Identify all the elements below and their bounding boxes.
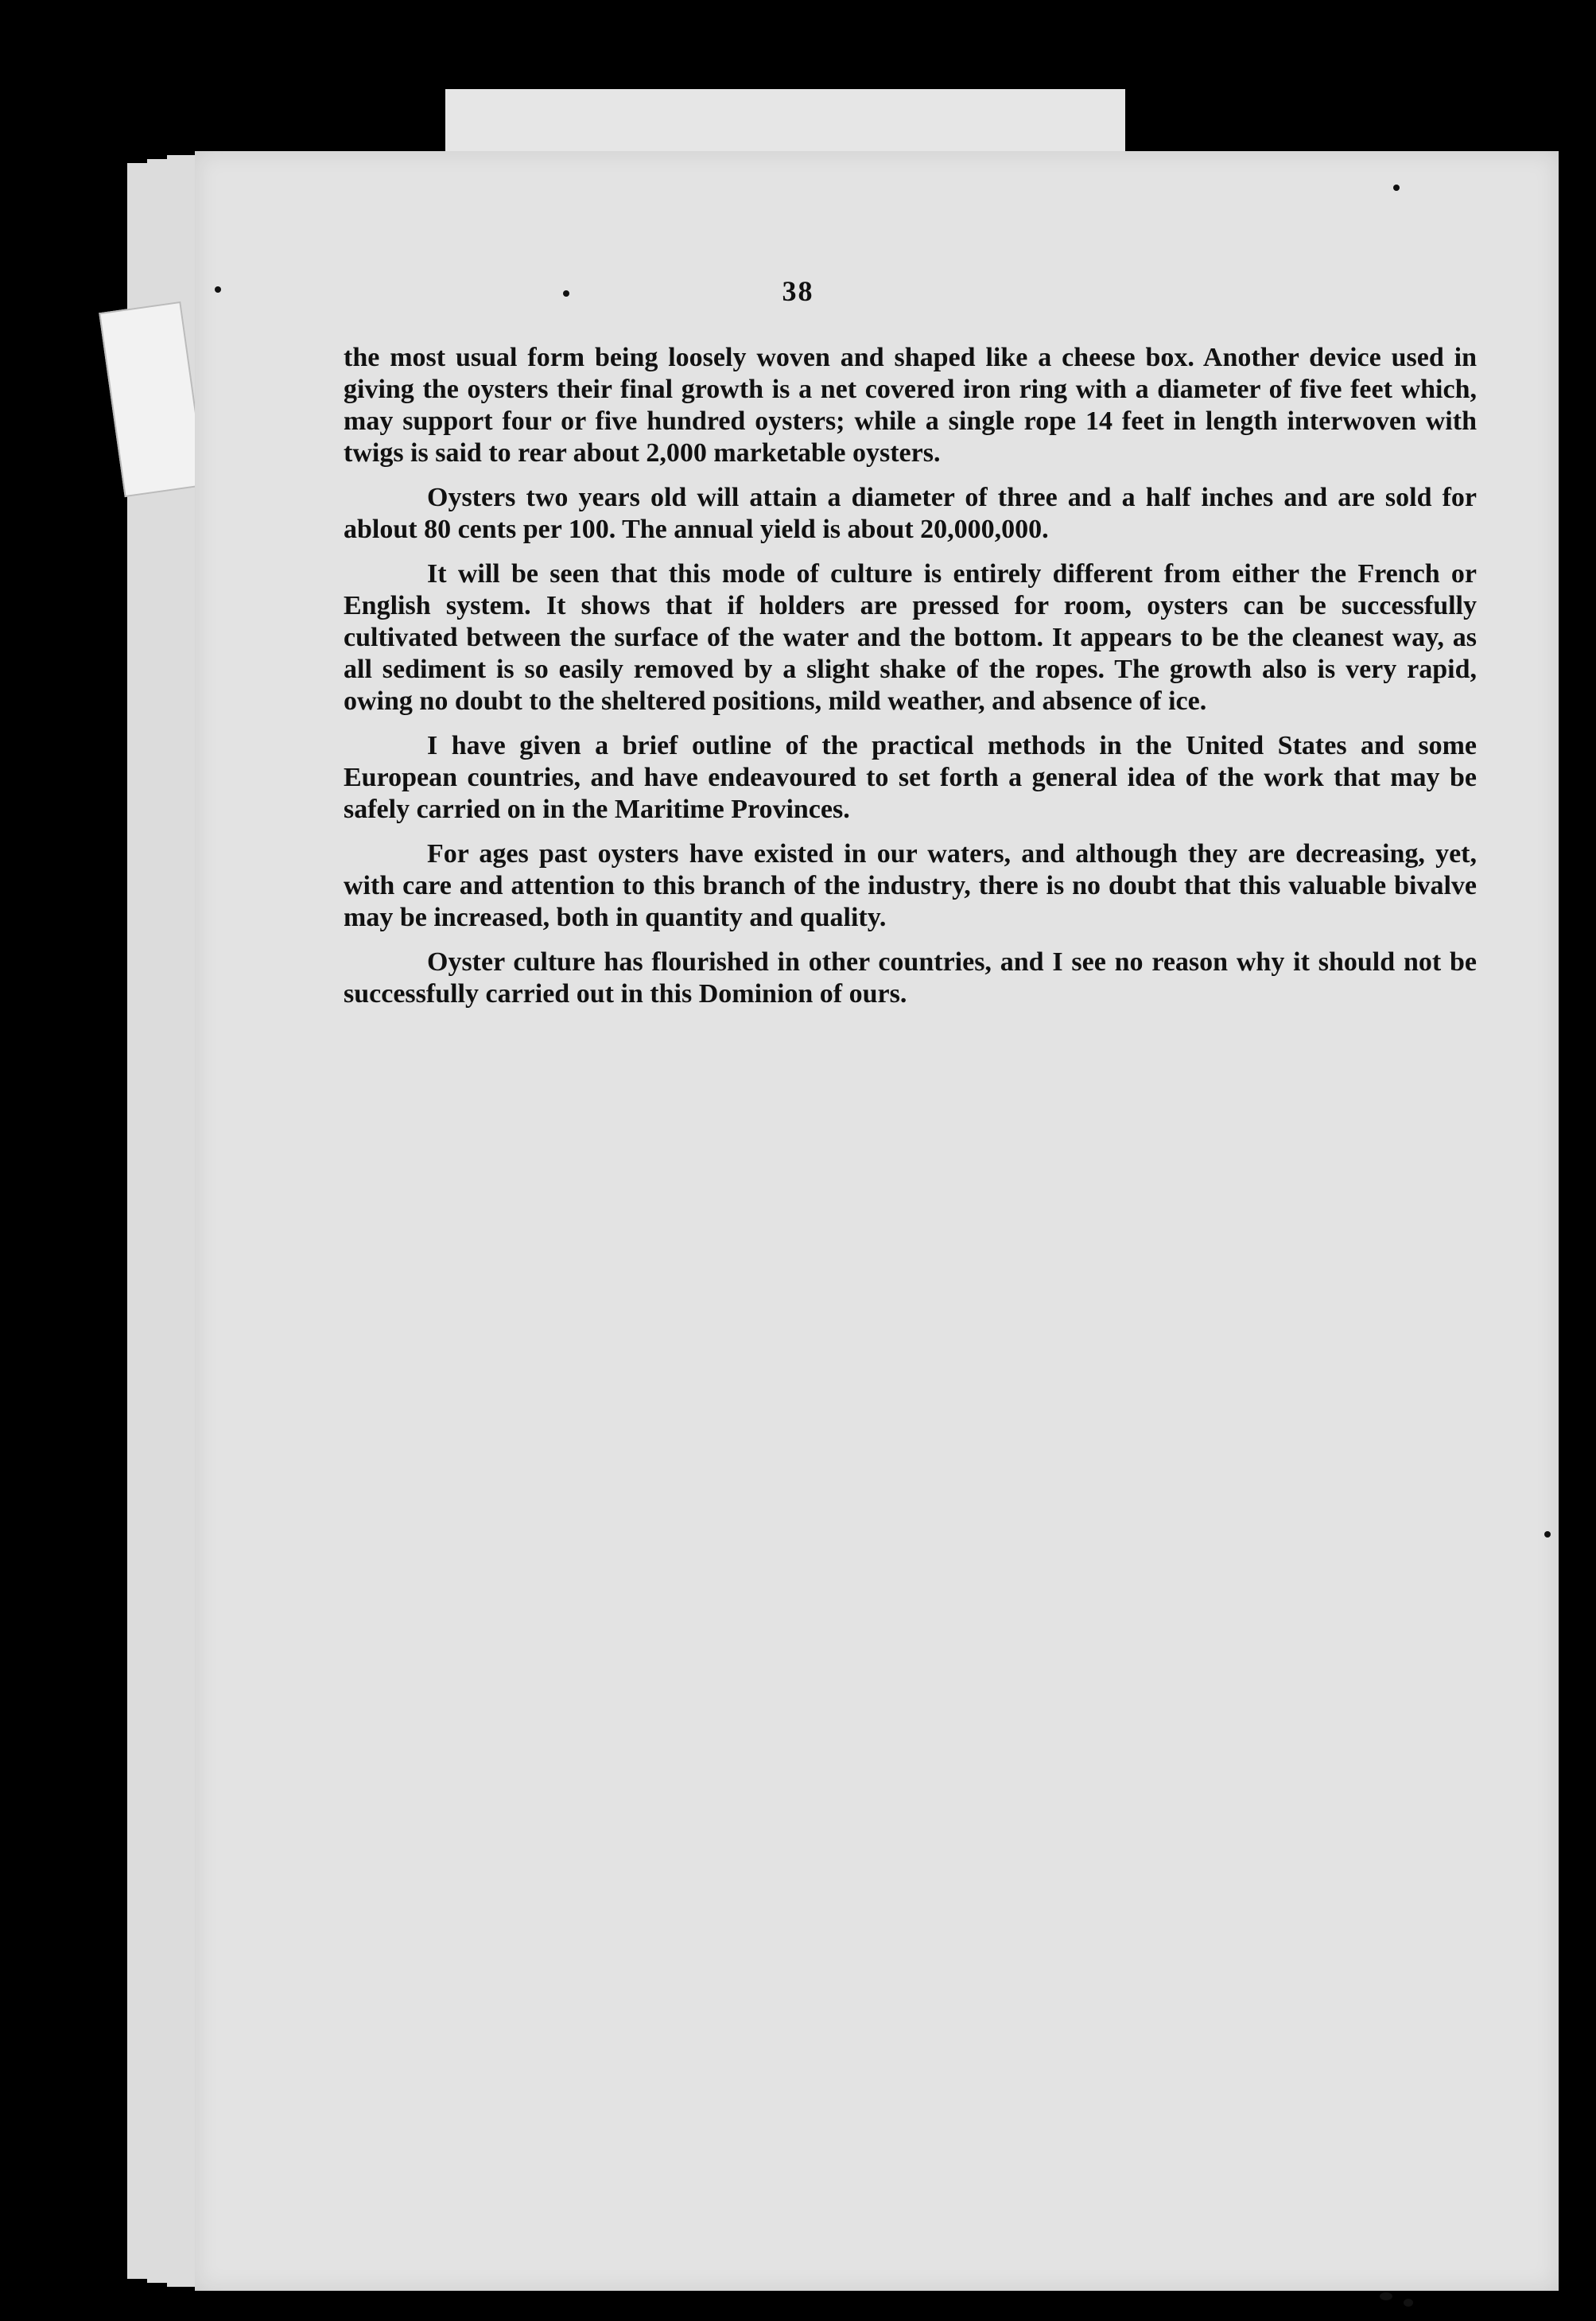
page-number: 38: [782, 275, 814, 307]
ink-speck: [1544, 1531, 1551, 1538]
ink-speck: [1404, 2299, 1413, 2307]
paragraph: For ages past oysters have existed in our waters, and although they are decreasing, yet, with care and attention to this branch of the industry, there is no doubt that this valuable bivalve may be increased, both in quantity and quality.: [344, 839, 1477, 932]
paragraph: I have given a brief outline of the practical methods in the United States and some European countries, and have endeavoured to set forth a general idea of the work that may be safely carried on in the Maritime Provinces.: [344, 731, 1477, 824]
body-text: [344, 342, 1477, 1023]
paragraph: Oyster culture has flourished in other countries, and I see no reason why it should not be successfully carried out in this Dominion of ours.: [344, 947, 1477, 1009]
paragraph: Oysters two years old will attain a diameter of three and a half inches and are sold for ablout 80 cents per 100. The annual yield is about 20,000,000.: [344, 483, 1477, 544]
adjacent-page-strip: [445, 89, 1125, 154]
ink-speck: [1393, 185, 1400, 191]
paragraph: the most usual form being loosely woven and shaped like a cheese box. Another device used in giving the oysters their final growth is a net covered iron ring with a diameter of five feet which, may support four or five hundred oysters; while a single rope 14 feet in length interwoven with twigs is said to rear about 2,000 marketable oysters.: [344, 343, 1477, 468]
ink-speck: [215, 286, 221, 293]
ink-speck: [1380, 2292, 1392, 2300]
ink-speck: [563, 290, 569, 297]
paragraph: It will be seen that this mode of culture is entirely different from either the French or English system. It shows that if holders are pressed for room, oysters can be successfully cultivated between the surface of the water and the bottom. It appears to be the cleanest way, as all sediment is so easily removed by a slight shake of the ropes. The growth also is very rapid, owing no doubt to the sheltered positions, mild weather, and absence of ice.: [344, 559, 1477, 716]
